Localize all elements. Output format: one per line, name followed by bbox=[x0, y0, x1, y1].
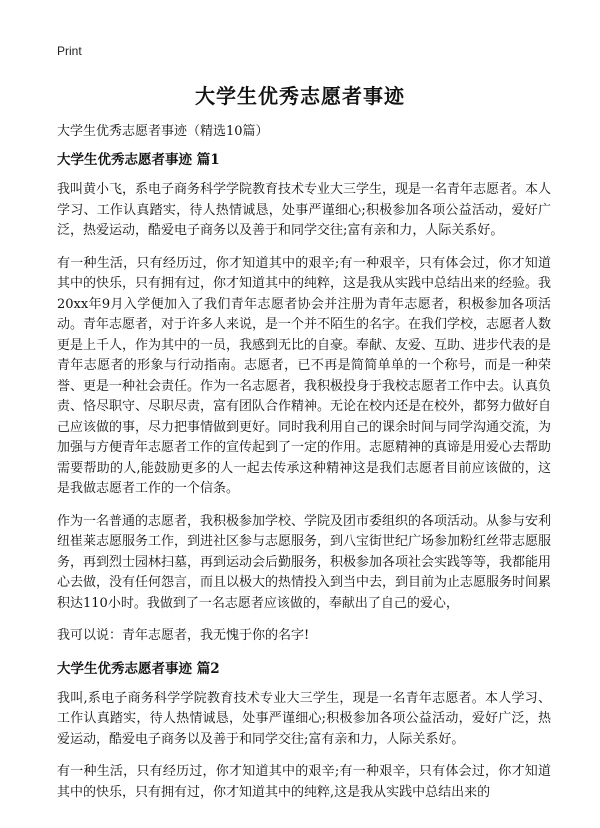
paragraph: 我可以说：青年志愿者，我无愧于你的名字! bbox=[57, 628, 310, 643]
section-heading: 大学生优秀志愿者事迹 篇1 bbox=[57, 152, 220, 168]
section-1 bbox=[57, 150, 551, 647]
page-title: 大学生优秀志愿者事迹 bbox=[195, 84, 405, 108]
document-subtitle: 大学生优秀志愿者事迹（精选10篇） bbox=[57, 124, 269, 139]
print-link[interactable]: Print bbox=[57, 44, 82, 58]
section-2 bbox=[57, 659, 551, 804]
paragraph: 作为一名普通的志愿者，我积极参加学校、学院及团市委组织的各项活动。从参与安利纽崔莱志愿服务工作，到进社区参与志愿服务，到八宝街世纪广场参加粉红丝带志愿服务，再到烈士园林扫墓，再到运动会后勤服务，积极参加各项社会实践等等，我都能用心去做，没有任何怨言，而且以极大的热情投入到当中去，到目前为止志愿服务时间累积达110小时。我做到了一名志愿者应该做的，奉献出了自己的爱心， bbox=[57, 513, 552, 611]
paragraph: 我叫黄小飞，系电子商务科学学院教育技术专业大三学生，现是一名青年志愿者。本人学习、工作认真踏实，待人热情诚恳，处事严谨细心;积极参加各项公益活动，爱好广泛，热爱运动，酷爱电子商务以及善于和同学交往;富有亲和力，人际关系好。 bbox=[57, 182, 552, 238]
paragraph: 有一种生活，只有经历过，你才知道其中的艰辛;有一种艰辛，只有体会过，你才知道其中的快乐，只有拥有过，你才知道其中的纯粹，这是我从实践中总结出来的经验。我20xx年9月入学便加入了我们青年志愿者协会并注册为青年志愿者，积极参加各项活动。青年志愿者，对于许多人来说，是一个并不陌生的名字。在我们学校，志愿者人数更是上千人，作为其中的一员，我感到无比的自豪。奉献、友爱、互助、进步代表的是青年志愿者的形象与行动指南。志愿者，已不再是简简单单的一个称号，而是一种荣誉、更是一种社会责任。作为一名志愿者，我积极投身于我校志愿者工作中去。认真负责、恪尽职守、尽职尽责，富有团队合作精神。无论在校内还是在校外，都努力做好自己应该做的事，尽力把事情做到更好。同时我利用自己的课余时间与同学沟通交流，为加强与方便青年志愿者工作的宣传起到了一定的作用。志愿精神的真谛是用爱心去帮助需要帮助的人,能鼓励更多的人一起去传承这种精神这是我们志愿者目前应该做的，这是我做志愿者工作的一个信条。 bbox=[57, 255, 552, 496]
article-body bbox=[57, 150, 551, 815]
paragraph: 有一种生活，只有经历过，你才知道其中的艰辛;有一种艰辛，只有体会过，你才知道其中的快乐，只有拥有过，你才知道其中的纯粹,这是我从实践中总结出来的 bbox=[57, 764, 551, 800]
section-heading: 大学生优秀志愿者事迹 篇2 bbox=[57, 660, 220, 677]
paragraph: 我叫,系电子商务科学学院教育技术专业大三学生，现是一名青年志愿者。本人学习、工作认真踏实，待人热情诚恳，处事严谨细心;积极参加各项公益活动，爱好广泛，热爱运动，酷爱电子商务以及善于和同学交往;富有亲和力，人际关系好。 bbox=[57, 690, 551, 747]
